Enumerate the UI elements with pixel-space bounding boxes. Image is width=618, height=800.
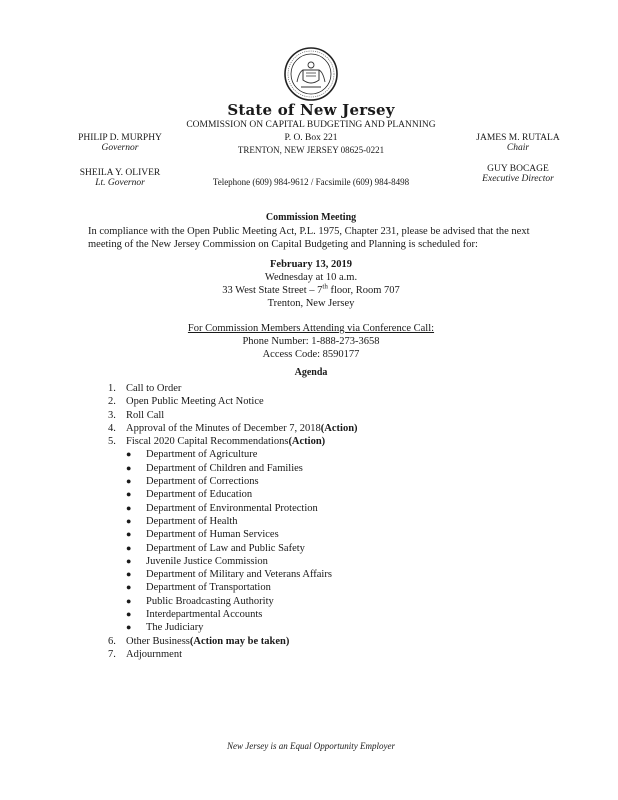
bullet-icon: ● — [126, 542, 132, 553]
bullet-icon: ● — [126, 449, 132, 460]
commission-name: COMMISSION ON CAPITAL BUDGETING AND PLANNING — [186, 120, 436, 130]
meeting-time: Wednesday at 10 a.m. — [264, 272, 358, 283]
list-item — [108, 595, 488, 608]
conference-phone: Phone Number: 1-888-273-3658 — [242, 336, 380, 347]
address-prefix: 33 West State Street – 7 — [222, 285, 323, 296]
agenda-item-number: 4. — [108, 422, 116, 434]
agenda-item — [108, 395, 488, 408]
agenda-item — [108, 635, 488, 648]
meeting-address — [160, 284, 462, 297]
capital-recommendations-list — [108, 448, 488, 634]
meeting-city: Trenton, New Jersey — [267, 298, 355, 309]
governor-block — [60, 133, 180, 153]
agenda-item — [108, 435, 488, 448]
lt-governor-name: SHEILA Y. OLIVER — [79, 168, 161, 178]
agenda-item-number: 3. — [108, 409, 116, 421]
list-item-text: Department of Agriculture — [146, 449, 258, 461]
agenda-item-text: Other Business — [126, 635, 190, 647]
meeting-details — [160, 258, 462, 310]
list-item-text: Department of Military and Veterans Affairs — [146, 569, 332, 581]
state-title: State of New Jersey — [227, 101, 395, 119]
agenda-item — [108, 409, 488, 422]
agenda-item-number: 1. — [108, 383, 116, 394]
agenda-item-action: (Action may be taken) — [189, 635, 290, 647]
agenda-item-action: (Action) — [320, 422, 358, 434]
list-item-text: The Judiciary — [146, 622, 204, 634]
list-item — [108, 515, 488, 528]
list-item-text: Juvenile Justice Commission — [146, 555, 268, 567]
list-item — [108, 568, 488, 581]
list-item — [108, 542, 488, 555]
agenda-item-text: Adjournment — [126, 648, 182, 660]
agenda-item-text: Fiscal 2020 Capital Recommendations — [126, 436, 289, 448]
footer-eeo: New Jersey is an Equal Opportunity Employer — [227, 741, 395, 751]
agenda-item-text: Roll Call — [126, 409, 165, 421]
chair-block — [468, 133, 568, 153]
conference-code: Access Code: 8590177 — [262, 349, 360, 360]
list-item-text: Department of Health — [146, 515, 238, 527]
bullet-icon: ● — [126, 502, 132, 513]
agenda-item — [108, 422, 488, 435]
list-item-text: Department of Environmental Protection — [146, 502, 318, 514]
list-item-text: Department of Human Services — [146, 529, 279, 541]
agenda-item — [108, 648, 488, 661]
bullet-icon: ● — [126, 609, 132, 620]
chair-title: Chair — [506, 143, 530, 153]
director-title: Executive Director — [482, 174, 554, 184]
list-item — [108, 502, 488, 515]
lt-governor-title: Lt. Governor — [95, 178, 145, 188]
bullet-icon: ● — [126, 555, 132, 566]
list-item — [108, 488, 488, 501]
state-seal-icon — [283, 46, 339, 102]
list-item-text: Department of Law and Public Safety — [146, 542, 305, 554]
list-item-text: Department of Transportation — [146, 582, 271, 594]
meeting-date: February 13, 2019 — [270, 259, 352, 270]
list-item-text: Department of Education — [146, 489, 253, 501]
agenda-item-number: 5. — [108, 436, 116, 448]
bullet-icon: ● — [126, 622, 132, 633]
bullet-icon: ● — [126, 476, 132, 487]
chair-name: JAMES M. RUTALA — [476, 133, 560, 143]
agenda-item-number: 6. — [108, 635, 116, 647]
agenda-item-text: Call to Order — [126, 383, 182, 394]
list-item — [108, 581, 488, 594]
po-box: P. O. Box 221 — [284, 133, 338, 143]
agenda-item-number: 2. — [108, 396, 116, 408]
list-item-text: Department of Children and Families — [146, 462, 303, 474]
address-suffix: floor, Room 707 — [327, 285, 400, 296]
bullet-icon: ● — [126, 462, 132, 473]
list-item — [108, 621, 488, 634]
telephone-fax: Telephone (609) 984-9612 / Facsimile (609) 984-8498 — [212, 177, 410, 187]
list-item — [108, 528, 488, 541]
city-zip: TRENTON, NEW JERSEY 08625-0221 — [237, 145, 385, 155]
list-item — [108, 608, 488, 621]
agenda-item-action: (Action) — [288, 436, 326, 448]
bullet-icon: ● — [126, 489, 132, 500]
bullet-icon: ● — [126, 569, 132, 580]
bullet-icon: ● — [126, 595, 132, 606]
agenda-list — [108, 382, 488, 661]
list-item — [108, 555, 488, 568]
list-item — [108, 448, 488, 461]
meeting-intro — [88, 225, 558, 251]
list-item — [108, 475, 488, 488]
agenda-item-text: Approval of the Minutes of December 7, 2018 — [126, 422, 321, 434]
conference-heading: For Commission Members Attending via Conference Call: — [187, 323, 435, 334]
bullet-icon: ● — [126, 515, 132, 526]
conference-details — [160, 322, 462, 361]
list-item-text: Department of Corrections — [146, 476, 259, 488]
governor-title: Governor — [101, 143, 139, 153]
bullet-icon: ● — [126, 582, 132, 593]
director-name: GUY BOCAGE — [487, 164, 549, 174]
director-block — [468, 164, 568, 184]
agenda-item — [108, 382, 488, 395]
list-item-text: Public Broadcasting Authority — [146, 595, 274, 607]
intro-line-1: In compliance with the Open Public Meeting Act, P.L. 1975, Chapter 231, please be advised that the next — [88, 226, 530, 237]
list-item — [108, 462, 488, 475]
agenda-item-number: 7. — [108, 648, 116, 660]
intro-line-2: meeting of the New Jersey Commission on Capital Budgeting and Planning is scheduled for: — [88, 239, 478, 250]
address-sup: th — [322, 282, 328, 291]
governor-name: PHILIP D. MURPHY — [78, 133, 162, 143]
lt-governor-block — [60, 168, 180, 188]
agenda-heading: Agenda — [294, 367, 328, 378]
bullet-icon: ● — [126, 529, 132, 540]
list-item-text: Interdepartmental Accounts — [146, 609, 263, 621]
meeting-heading: Commission Meeting — [265, 212, 357, 223]
agenda-item-text: Open Public Meeting Act Notice — [126, 396, 264, 408]
